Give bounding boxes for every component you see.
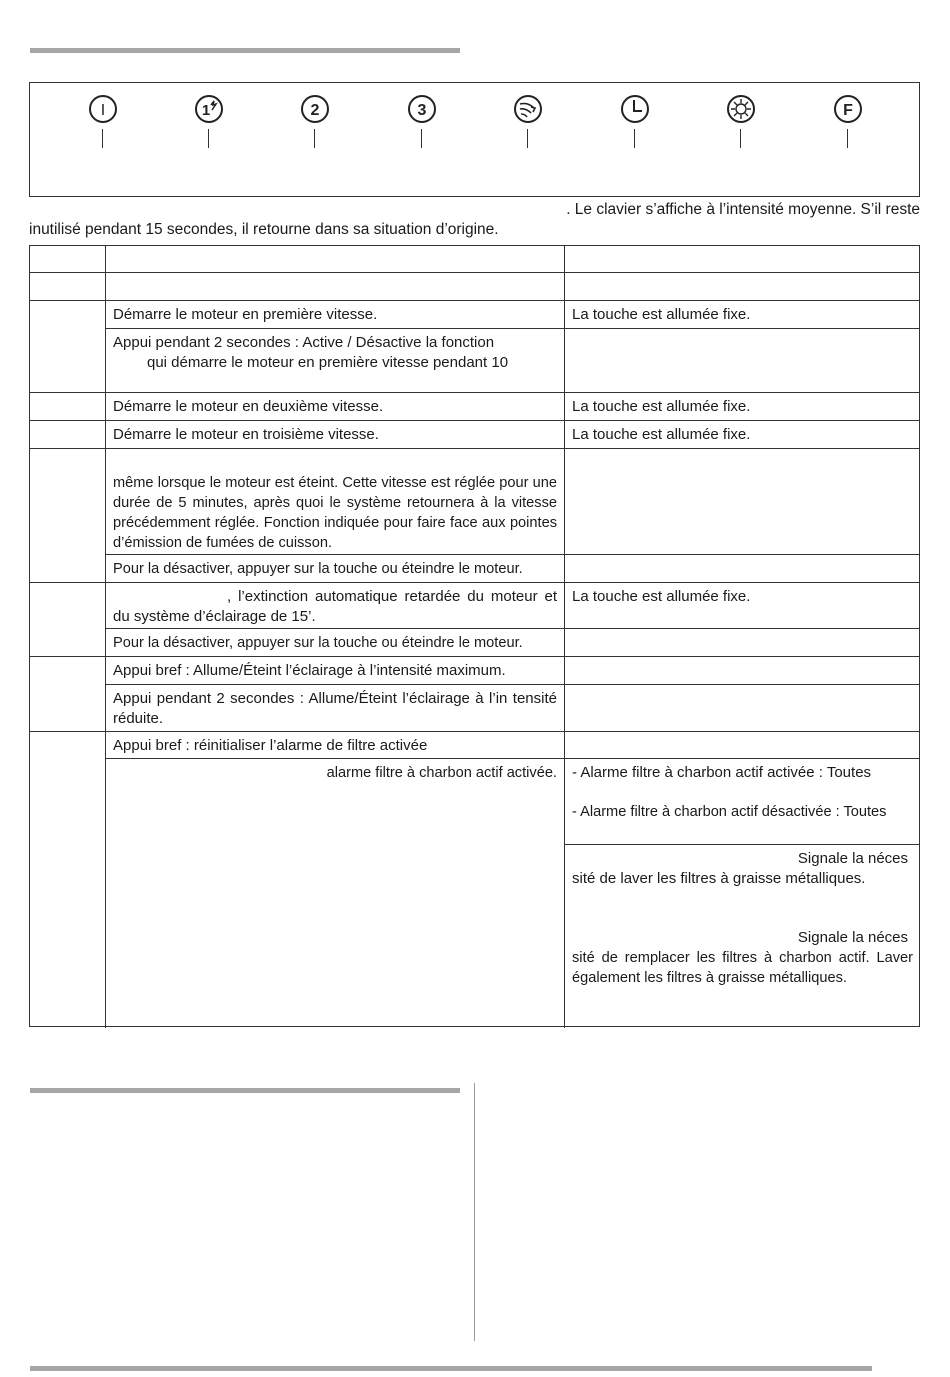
key-leader-line	[208, 129, 209, 148]
table-row-function: Pour la désactiver, appuyer sur la touche ou éteindre le moteur.	[106, 629, 565, 657]
key-cell-filter	[30, 732, 106, 1028]
section-rule-middle	[30, 1088, 460, 1093]
svg-text:F: F	[843, 102, 853, 119]
table-row-display	[565, 449, 920, 555]
table-row-function: Démarre le moteur en première vitesse.	[106, 301, 565, 329]
intro-line-2: inutilisé pendant 15 secondes, il retourne dans sa situation d’origine.	[29, 221, 499, 238]
table-subheader-display	[565, 273, 920, 301]
display-text-line: sité de remplacer les filtres à charbon actif. Laver également les filtres à graisse métalliques.	[572, 950, 913, 986]
table-row-display: La touche est allumée fixe.	[565, 421, 920, 449]
table-row-display: La touche est allumée fixe.	[565, 583, 920, 629]
table-subheader-function	[106, 273, 565, 301]
table-row-function	[106, 329, 565, 393]
table-row-display	[565, 629, 920, 657]
key-cell-power	[30, 301, 106, 393]
table-row-function: Pour la désactiver, appuyer sur la touche ou éteindre le moteur.	[106, 555, 565, 583]
key-leader-line	[421, 129, 422, 148]
svg-text:3: 3	[417, 102, 427, 119]
table-row-display: La touche est allumée fixe.	[565, 301, 920, 329]
table-header-function	[106, 246, 565, 273]
key-timer[interactable]	[619, 93, 651, 151]
key-power[interactable]	[87, 93, 119, 151]
section-rule-top	[30, 48, 460, 53]
key-leader-line	[740, 129, 741, 148]
table-header-key	[30, 246, 106, 273]
table-row-display	[565, 555, 920, 583]
table-row-display	[565, 329, 920, 393]
table-row-function: Appui pendant 2 secondes : Allume/Éteint l’éclairage à l’in tensité réduite.	[106, 685, 565, 732]
speed-3-icon	[406, 93, 438, 125]
display-text-line: sité de laver les filtres à graisse métalliques.	[572, 870, 866, 887]
filter-icon	[832, 93, 864, 125]
svg-text:1: 1	[201, 102, 211, 119]
control-keys-panel	[29, 82, 920, 197]
table-row-function: , l’extinction automatique retardée du moteur et du système d’éclairage de 15’.	[106, 583, 565, 629]
light-icon	[725, 93, 757, 125]
table-row-display	[565, 657, 920, 685]
key-leader-line	[847, 129, 848, 148]
svg-text:I: I	[100, 102, 106, 119]
table-row-display	[565, 685, 920, 732]
power-icon	[87, 93, 119, 125]
display-text-line: Signale la néces	[797, 850, 908, 867]
key-cell-timer	[30, 583, 106, 657]
table-header-display	[565, 246, 920, 273]
function-text-line: qui démarre le moteur en première vitesse pendant 10	[147, 354, 509, 371]
key-leader-line	[527, 129, 528, 148]
table-row-function: Démarre le moteur en troisième vitesse.	[106, 421, 565, 449]
key-cell-boost	[30, 449, 106, 583]
key-boost[interactable]	[512, 93, 544, 151]
table-row-display	[565, 845, 920, 1028]
table-row-function: Appui bref : réinitialiser l’alarme de filtre activée	[106, 732, 565, 759]
table-row-function: Démarre le moteur en deuxième vitesse.	[106, 393, 565, 421]
key-light[interactable]	[725, 93, 757, 151]
table-row-function: Appui bref : Allume/Éteint l’éclairage à l’intensité maximum.	[106, 657, 565, 685]
speed-2-icon	[299, 93, 331, 125]
key-leader-line	[314, 129, 315, 148]
key-speed-2[interactable]	[299, 93, 331, 151]
keys-function-table	[29, 245, 920, 1027]
boost-icon	[512, 93, 544, 125]
intro-paragraph	[29, 200, 920, 240]
key-cell-light	[30, 657, 106, 732]
display-text-line: - Alarme filtre à charbon actif désactivée : Toutes	[572, 804, 887, 820]
intro-line-1: . Le clavier s’affiche à l’intensité moyenne. S’il reste	[566, 201, 920, 218]
table-subheader-key	[30, 273, 106, 301]
timer-icon	[619, 93, 651, 125]
key-leader-line	[102, 129, 103, 148]
power-delay-icon	[193, 93, 225, 125]
table-row-display: La touche est allumée fixe.	[565, 393, 920, 421]
key-leader-line	[634, 129, 635, 148]
table-row-display	[565, 759, 920, 845]
function-text-line: Appui pendant 2 secondes : Active / Désactive la fonction	[113, 334, 495, 351]
svg-text:2: 2	[310, 102, 320, 119]
section-rule-bottom	[30, 1366, 872, 1371]
table-row-function: même lorsque le moteur est éteint. Cette vitesse est réglée pour une durée de 5 minutes, après quoi le système retournera à la vitesse précédemment réglée. Fonction indiquée pour faire face aux pointes d’émission de fumées de cuisson.	[106, 449, 565, 555]
key-filter[interactable]	[832, 93, 864, 151]
table-row-display	[565, 732, 920, 759]
display-text-line: Signale la néces	[797, 929, 908, 946]
key-speed-1-delay[interactable]	[193, 93, 225, 151]
table-row-function: alarme filtre à charbon actif activée.	[106, 759, 565, 1028]
key-speed-3[interactable]	[406, 93, 438, 151]
column-divider	[474, 1083, 475, 1341]
display-text-line: - Alarme filtre à charbon actif activée : Toutes	[572, 764, 872, 781]
key-cell-speed-3	[30, 421, 106, 449]
key-cell-speed-2	[30, 393, 106, 421]
